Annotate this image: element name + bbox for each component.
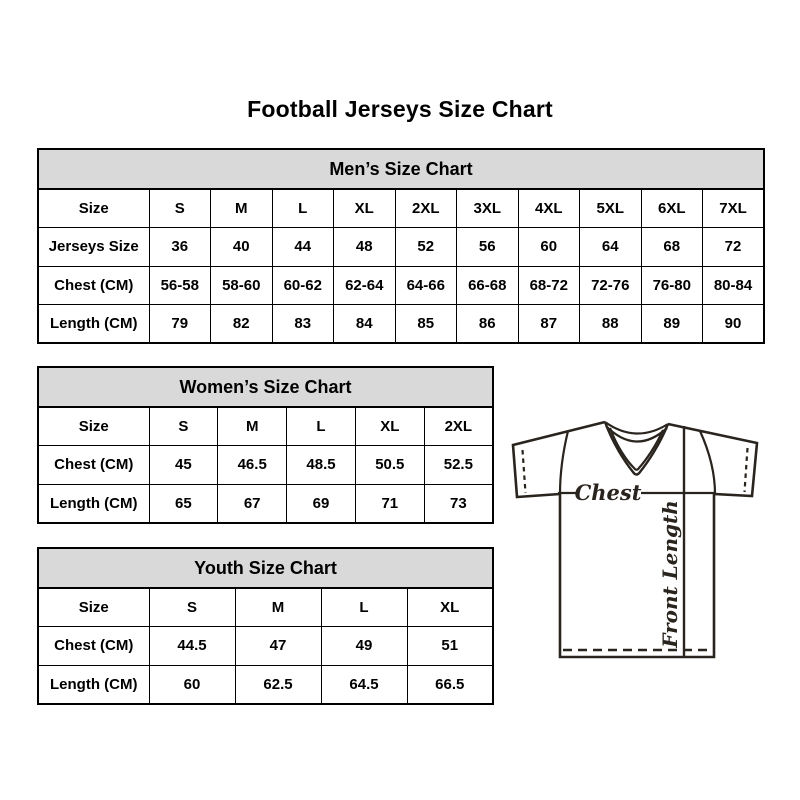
chest-label: Chest	[574, 480, 642, 505]
size-value-cell: 66-68	[457, 266, 519, 305]
mens-size-table	[37, 148, 765, 344]
size-value-cell: 60	[518, 228, 580, 267]
size-value-cell: 50.5	[355, 446, 424, 485]
table-row	[38, 266, 764, 305]
size-value-cell: 2XL	[424, 407, 493, 446]
row-label: Length (CM)	[38, 484, 149, 523]
table-row	[38, 588, 493, 627]
size-value-cell: 88	[580, 305, 642, 344]
size-value-cell: L	[272, 189, 334, 228]
size-value-cell: 72	[703, 228, 765, 267]
table-row	[38, 407, 493, 446]
row-label: Length (CM)	[38, 665, 149, 704]
table-row	[38, 446, 493, 485]
row-label: Chest (CM)	[38, 446, 149, 485]
size-value-cell: L	[321, 588, 407, 627]
row-label: Size	[38, 407, 149, 446]
table-row	[38, 627, 493, 666]
size-value-cell: 62-64	[334, 266, 396, 305]
size-value-cell: XL	[334, 189, 396, 228]
right-armpit-seam-icon	[700, 431, 715, 494]
size-value-cell: 68	[641, 228, 703, 267]
size-value-cell: 48	[334, 228, 396, 267]
womens-size-table	[37, 366, 494, 524]
size-value-cell: 66.5	[407, 665, 493, 704]
size-value-cell: 65	[149, 484, 218, 523]
row-label: Chest (CM)	[38, 627, 149, 666]
size-value-cell: 64	[580, 228, 642, 267]
left-armpit-seam-icon	[560, 431, 568, 494]
size-value-cell: 40	[211, 228, 273, 267]
table-row	[38, 305, 764, 344]
size-value-cell: 90	[703, 305, 765, 344]
size-value-cell: 64.5	[321, 665, 407, 704]
size-value-cell: 76-80	[641, 266, 703, 305]
row-label: Length (CM)	[38, 305, 149, 344]
size-value-cell: 60	[149, 665, 235, 704]
size-value-cell: 44	[272, 228, 334, 267]
size-value-cell: 45	[149, 446, 218, 485]
size-value-cell: 62.5	[235, 665, 321, 704]
size-value-cell: XL	[355, 407, 424, 446]
size-value-cell: 48.5	[287, 446, 356, 485]
size-value-cell: 82	[211, 305, 273, 344]
size-value-cell: 67	[218, 484, 287, 523]
size-value-cell: 52.5	[424, 446, 493, 485]
size-value-cell: 49	[321, 627, 407, 666]
size-value-cell: 3XL	[457, 189, 519, 228]
size-value-cell: 44.5	[149, 627, 235, 666]
jersey-measurement-diagram	[505, 404, 767, 666]
size-value-cell: S	[149, 189, 211, 228]
row-label: Size	[38, 588, 149, 627]
size-value-cell: 69	[287, 484, 356, 523]
size-value-cell: 79	[149, 305, 211, 344]
size-value-cell: 4XL	[518, 189, 580, 228]
size-value-cell: L	[287, 407, 356, 446]
table-row	[38, 484, 493, 523]
mens-table-title: Men’s Size Chart	[38, 149, 764, 189]
collar-back-arc-icon	[605, 422, 668, 434]
size-value-cell: 56-58	[149, 266, 211, 305]
table-header-row	[38, 548, 493, 588]
size-value-cell: S	[149, 407, 218, 446]
size-value-cell: 72-76	[580, 266, 642, 305]
size-value-cell: 87	[518, 305, 580, 344]
size-value-cell: 84	[334, 305, 396, 344]
page-title: Football Jerseys Size Chart	[247, 96, 553, 122]
size-value-cell: M	[218, 407, 287, 446]
size-value-cell: M	[211, 189, 273, 228]
front-length-label: Front Length	[658, 500, 682, 648]
size-value-cell: 68-72	[518, 266, 580, 305]
size-value-cell: 64-66	[395, 266, 457, 305]
row-label: Size	[38, 189, 149, 228]
size-value-cell: 60-62	[272, 266, 334, 305]
size-value-cell: 85	[395, 305, 457, 344]
jersey-outline-icon	[513, 422, 757, 657]
size-value-cell: 36	[149, 228, 211, 267]
size-value-cell: 51	[407, 627, 493, 666]
size-value-cell: 46.5	[218, 446, 287, 485]
table-header-row	[38, 149, 764, 189]
right-cuff-dash-icon	[745, 448, 748, 492]
size-value-cell: 52	[395, 228, 457, 267]
size-value-cell: 80-84	[703, 266, 765, 305]
size-value-cell: 73	[424, 484, 493, 523]
size-value-cell: 83	[272, 305, 334, 344]
youth-table-title: Youth Size Chart	[38, 548, 493, 588]
size-value-cell: 56	[457, 228, 519, 267]
table-row	[38, 189, 764, 228]
table-row	[38, 665, 493, 704]
size-value-cell: 7XL	[703, 189, 765, 228]
size-value-cell: 86	[457, 305, 519, 344]
size-value-cell: 6XL	[641, 189, 703, 228]
size-value-cell: 2XL	[395, 189, 457, 228]
row-label: Jerseys Size	[38, 228, 149, 267]
youth-size-table	[37, 547, 494, 705]
size-value-cell: 47	[235, 627, 321, 666]
size-value-cell: XL	[407, 588, 493, 627]
womens-table-title: Women’s Size Chart	[38, 367, 493, 407]
size-value-cell: 5XL	[580, 189, 642, 228]
size-value-cell: 71	[355, 484, 424, 523]
row-label: Chest (CM)	[38, 266, 149, 305]
size-value-cell: 58-60	[211, 266, 273, 305]
left-cuff-dash-icon	[523, 450, 526, 493]
size-value-cell: S	[149, 588, 235, 627]
size-value-cell: M	[235, 588, 321, 627]
size-value-cell: 89	[641, 305, 703, 344]
table-header-row	[38, 367, 493, 407]
table-row	[38, 228, 764, 267]
